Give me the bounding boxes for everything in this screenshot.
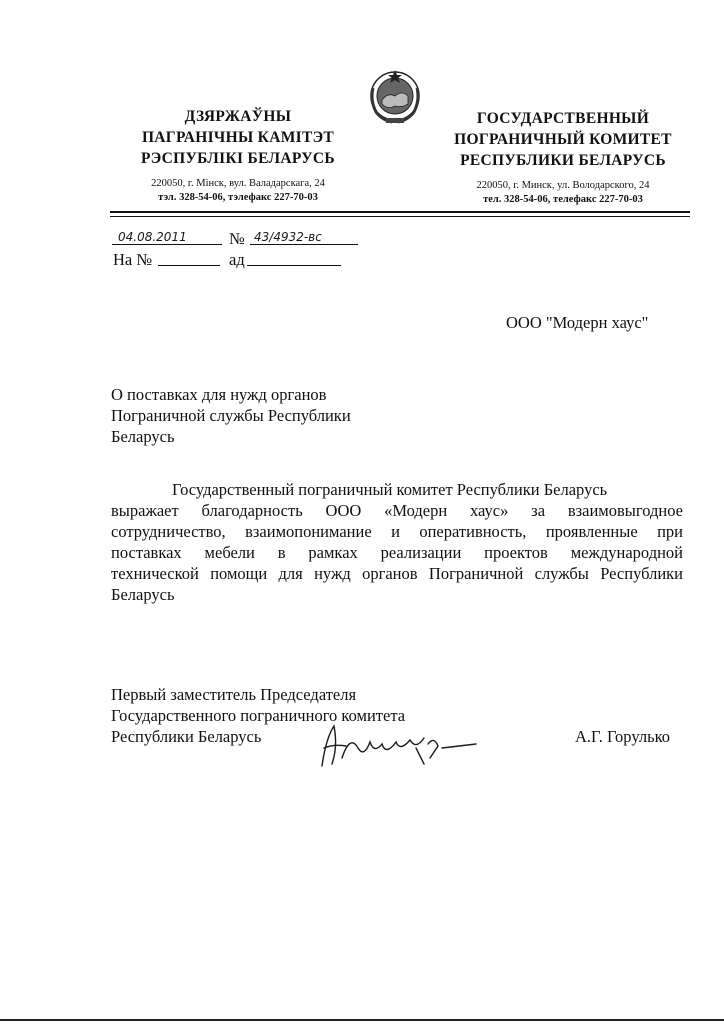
header-left-title — [110, 106, 366, 169]
number-underline — [250, 244, 358, 245]
body-line-2: выражает благодарность ООО «Модерн хаус» за взаимовыгодное — [111, 501, 683, 520]
reply-from-underline — [247, 265, 341, 266]
body-line-3: сотрудничество, взаимопонимание и оперативность, проявленные при — [111, 522, 683, 541]
reply-prefix: На № — [113, 250, 153, 269]
date-underline — [112, 244, 222, 245]
reply-number-underline — [158, 265, 220, 266]
date-value: 04.08.2011 — [118, 230, 187, 244]
header-left-address-block — [110, 177, 366, 205]
header-right-line-3: РЕСПУБЛИКИ БЕЛАРУСЬ — [460, 152, 666, 169]
number-sign: № — [229, 229, 245, 248]
header-right-line-2: ПОГРАНИЧНЫЙ КОМИТЕТ — [454, 131, 672, 148]
subject-line-3: Беларусь — [111, 427, 175, 446]
belarus-coat-of-arms-icon — [366, 66, 424, 126]
position-line-2: Государственного пограничного комитета — [111, 706, 406, 725]
header-rule-thin — [110, 216, 690, 217]
body-line-6: Беларусь — [111, 585, 175, 604]
number-value: 43/4932-вс — [254, 230, 322, 244]
page-bottom-edge — [0, 1019, 724, 1021]
body-line-1: Государственный пограничный комитет Республики Беларусь — [172, 480, 608, 499]
header-right-phones: тел. 328-54-06, телефакс 227-70-03 — [483, 194, 643, 205]
header-rule-thick — [110, 211, 690, 213]
recipient: ООО "Модерн хаус" — [506, 313, 649, 332]
subject-line-2: Пограничной службы Республики — [111, 406, 351, 425]
coat-of-arms-emblem — [366, 66, 424, 126]
header-left-address: 220050, г. Мінск, вул. Валадарскага, 24 — [151, 178, 325, 189]
letter-body — [111, 479, 683, 605]
header-left-line-1: ДЗЯРЖАЎНЫ — [184, 108, 292, 125]
header-right-address: 220050, г. Минск, ул. Володарского, 24 — [476, 180, 650, 191]
body-line-5: технической помощи для нужд органов Пограничной службы Республики — [111, 564, 683, 583]
header-left-line-2: ПАГРАНІЧНЫ КАМІТЭТ — [141, 129, 335, 146]
handwritten-signature — [312, 718, 482, 776]
header-right-line-1: ГОСУДАРСТВЕННЫЙ — [476, 110, 650, 127]
position-line-1: Первый заместитель Председателя — [111, 685, 357, 704]
subject — [111, 384, 351, 447]
body-line-4: поставках мебели в рамках реализации проектов международной — [111, 543, 683, 562]
position-line-3: Республики Беларусь — [111, 727, 262, 746]
header-right-title — [432, 108, 694, 171]
subject-line-1: О поставках для нужд органов — [111, 385, 327, 404]
signatory-name: А.Г. Горулько — [575, 727, 671, 746]
reply-from-label: ад — [229, 250, 245, 269]
header-right-address-block — [432, 179, 694, 207]
header-left-line-3: РЭСПУБЛІКІ БЕЛАРУСЬ — [141, 150, 335, 167]
header-left-phones: тэл. 328-54-06, тэлефакс 227-70-03 — [158, 192, 318, 203]
